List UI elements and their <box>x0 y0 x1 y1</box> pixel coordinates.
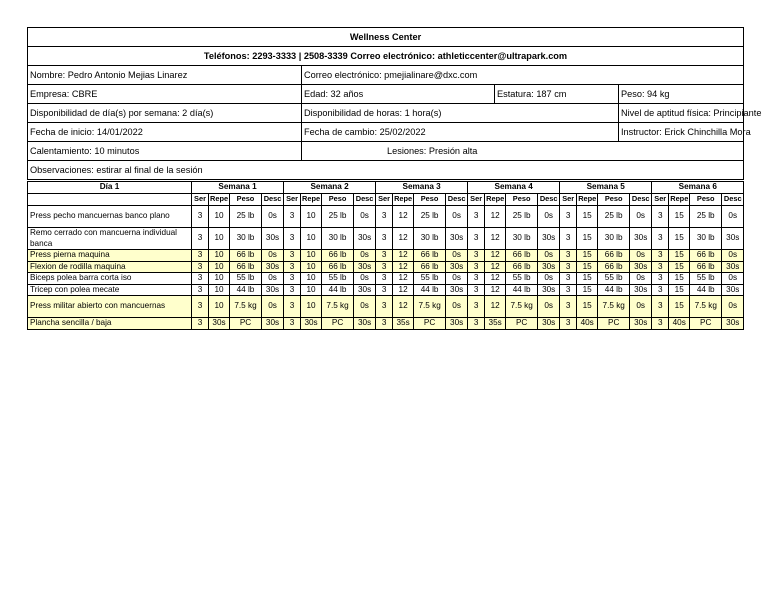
week-header: Semana 1 <box>192 182 284 194</box>
cell-repe: 15 <box>577 273 598 285</box>
exercise-name: Press militar abierto con mancuernas <box>28 296 192 318</box>
exercise-row <box>28 228 744 250</box>
cell-desc: 30s <box>722 261 744 273</box>
injuries-text: Lesiones: Presión alta <box>387 146 478 156</box>
client-height: Estatura: 187 cm <box>495 85 619 104</box>
subheader-peso: Peso <box>322 194 354 206</box>
cell-peso: 66 lb <box>322 250 354 262</box>
cell-ser: 3 <box>560 284 577 296</box>
warmup: Calentamiento: 10 minutos <box>28 142 302 161</box>
exercise-row <box>28 250 744 262</box>
cell-peso: 7.5 kg <box>322 296 354 318</box>
cell-ser: 3 <box>468 296 485 318</box>
subheader-repe: Repe <box>485 194 506 206</box>
exercise-name: Press pecho mancuernas banco plano <box>28 206 192 228</box>
cell-desc: 30s <box>538 284 560 296</box>
cell-peso: 25 lb <box>690 206 722 228</box>
week-header: Semana 6 <box>652 182 744 194</box>
cell-ser: 3 <box>468 273 485 285</box>
cell-peso: 25 lb <box>414 206 446 228</box>
day-header: Día 1 <box>28 182 192 194</box>
subheader-ser: Ser <box>468 194 485 206</box>
cell-repe: 15 <box>669 250 690 262</box>
cell-peso: PC <box>506 318 538 330</box>
cell-peso: 30 lb <box>414 228 446 250</box>
cell-repe: 10 <box>301 261 322 273</box>
cell-repe: 10 <box>301 250 322 262</box>
exercise-name: Flexion de rodilla maquina <box>28 261 192 273</box>
cell-peso: PC <box>690 318 722 330</box>
fitness-level: Nivel de aptitud física: Principiante <box>619 104 744 123</box>
subheader-desc: Desc <box>354 194 376 206</box>
subheader-repe: Repe <box>577 194 598 206</box>
cell-peso: 66 lb <box>414 250 446 262</box>
cell-desc: 30s <box>446 261 468 273</box>
cell-desc: 30s <box>722 284 744 296</box>
week-header: Semana 3 <box>376 182 468 194</box>
cell-desc: 0s <box>446 296 468 318</box>
subheader-ser: Ser <box>560 194 577 206</box>
cell-peso: 66 lb <box>598 261 630 273</box>
cell-ser: 3 <box>376 318 393 330</box>
cell-peso: 44 lb <box>322 284 354 296</box>
cell-desc: 30s <box>446 318 468 330</box>
cell-peso: 44 lb <box>414 284 446 296</box>
cell-peso: 7.5 kg <box>230 296 262 318</box>
cell-desc: 0s <box>630 206 652 228</box>
client-company: Empresa: CBRE <box>28 85 302 104</box>
exercise-name: Plancha sencilla / baja <box>28 318 192 330</box>
week-header: Semana 2 <box>284 182 376 194</box>
cell-desc: 30s <box>630 228 652 250</box>
cell-desc: 0s <box>722 273 744 285</box>
cell-desc: 0s <box>630 296 652 318</box>
week-header: Semana 5 <box>560 182 652 194</box>
days-availability: Disponibilidad de día(s) por semana: 2 día(s) <box>28 104 302 123</box>
cell-desc: 0s <box>538 250 560 262</box>
cell-ser: 3 <box>376 206 393 228</box>
cell-repe: 12 <box>485 273 506 285</box>
cell-peso: 30 lb <box>230 228 262 250</box>
exercise-row <box>28 273 744 285</box>
cell-desc: 30s <box>262 228 284 250</box>
cell-ser: 3 <box>652 296 669 318</box>
cell-repe: 35s <box>485 318 506 330</box>
cell-ser: 3 <box>192 296 209 318</box>
cell-peso: 44 lb <box>506 284 538 296</box>
cell-repe: 15 <box>669 261 690 273</box>
cell-ser: 3 <box>192 228 209 250</box>
cell-peso: 55 lb <box>322 273 354 285</box>
cell-peso: PC <box>230 318 262 330</box>
cell-ser: 3 <box>284 273 301 285</box>
cell-repe: 35s <box>393 318 414 330</box>
cell-repe: 10 <box>301 206 322 228</box>
cell-ser: 3 <box>652 261 669 273</box>
subheader-peso: Peso <box>506 194 538 206</box>
cell-ser: 3 <box>284 261 301 273</box>
cell-desc: 0s <box>262 250 284 262</box>
cell-desc: 0s <box>722 250 744 262</box>
cell-peso: 25 lb <box>598 206 630 228</box>
cell-desc: 0s <box>538 296 560 318</box>
cell-repe: 12 <box>393 261 414 273</box>
subheader-desc: Desc <box>446 194 468 206</box>
cell-desc: 30s <box>262 284 284 296</box>
cell-desc: 0s <box>446 250 468 262</box>
cell-peso: PC <box>322 318 354 330</box>
client-age: Edad: 32 años <box>302 85 495 104</box>
cell-desc: 30s <box>538 228 560 250</box>
cell-desc: 0s <box>262 273 284 285</box>
cell-desc: 0s <box>722 296 744 318</box>
cell-ser: 3 <box>284 318 301 330</box>
subheader-desc: Desc <box>262 194 284 206</box>
cell-peso: 55 lb <box>414 273 446 285</box>
cell-peso: 25 lb <box>230 206 262 228</box>
cell-peso: 66 lb <box>690 250 722 262</box>
cell-repe: 10 <box>209 284 230 296</box>
cell-repe: 12 <box>393 206 414 228</box>
cell-peso: 66 lb <box>690 261 722 273</box>
cell-ser: 3 <box>192 206 209 228</box>
cell-repe: 15 <box>577 296 598 318</box>
cell-repe: 10 <box>209 261 230 273</box>
cell-repe: 15 <box>577 284 598 296</box>
subheader-peso: Peso <box>690 194 722 206</box>
cell-repe: 10 <box>209 296 230 318</box>
cell-peso: 66 lb <box>598 250 630 262</box>
cell-ser: 3 <box>468 284 485 296</box>
cell-ser: 3 <box>468 250 485 262</box>
cell-ser: 3 <box>468 318 485 330</box>
cell-ser: 3 <box>468 228 485 250</box>
cell-repe: 15 <box>669 284 690 296</box>
cell-repe: 15 <box>577 228 598 250</box>
client-info-table <box>27 27 762 180</box>
cell-desc: 0s <box>630 250 652 262</box>
cell-ser: 3 <box>376 261 393 273</box>
hours-availability: Disponibilidad de horas: 1 hora(s) <box>302 104 619 123</box>
cell-peso: 44 lb <box>690 284 722 296</box>
cell-peso: 30 lb <box>322 228 354 250</box>
cell-desc: 0s <box>354 206 376 228</box>
cell-repe: 10 <box>209 228 230 250</box>
cell-peso: 66 lb <box>414 261 446 273</box>
cell-peso: 66 lb <box>322 261 354 273</box>
cell-desc: 30s <box>538 261 560 273</box>
cell-ser: 3 <box>652 284 669 296</box>
cell-repe: 30s <box>209 318 230 330</box>
cell-ser: 3 <box>192 273 209 285</box>
cell-ser: 3 <box>376 284 393 296</box>
cell-repe: 40s <box>577 318 598 330</box>
exercise-row <box>28 206 744 228</box>
cell-desc: 30s <box>538 318 560 330</box>
cell-ser: 3 <box>284 206 301 228</box>
cell-ser: 3 <box>652 318 669 330</box>
injuries <box>302 142 744 161</box>
subheader-desc: Desc <box>538 194 560 206</box>
cell-ser: 3 <box>560 250 577 262</box>
cell-peso: 25 lb <box>322 206 354 228</box>
cell-desc: 0s <box>446 206 468 228</box>
cell-ser: 3 <box>652 250 669 262</box>
cell-desc: 0s <box>630 273 652 285</box>
cell-peso: 30 lb <box>506 228 538 250</box>
cell-repe: 30s <box>301 318 322 330</box>
cell-repe: 12 <box>485 228 506 250</box>
cell-repe: 12 <box>485 261 506 273</box>
cell-repe: 10 <box>301 284 322 296</box>
cell-ser: 3 <box>468 206 485 228</box>
cell-peso: 7.5 kg <box>414 296 446 318</box>
cell-repe: 15 <box>669 273 690 285</box>
cell-ser: 3 <box>652 206 669 228</box>
subheader-desc: Desc <box>722 194 744 206</box>
cell-ser: 3 <box>560 206 577 228</box>
cell-desc: 0s <box>354 296 376 318</box>
cell-repe: 15 <box>669 228 690 250</box>
cell-desc: 30s <box>630 318 652 330</box>
client-email: Correo electrónico: pmejialinare@dxc.com <box>302 66 744 85</box>
exercise-row <box>28 318 744 330</box>
cell-desc: 30s <box>354 318 376 330</box>
cell-repe: 12 <box>393 296 414 318</box>
cell-ser: 3 <box>284 250 301 262</box>
cell-ser: 3 <box>284 284 301 296</box>
cell-peso: 7.5 kg <box>690 296 722 318</box>
cell-peso: 44 lb <box>230 284 262 296</box>
exercise-name: Biceps polea barra corta iso <box>28 273 192 285</box>
cell-peso: 55 lb <box>690 273 722 285</box>
cell-desc: 0s <box>722 206 744 228</box>
cell-repe: 10 <box>301 228 322 250</box>
cell-peso: 7.5 kg <box>506 296 538 318</box>
cell-repe: 15 <box>577 206 598 228</box>
cell-desc: 0s <box>538 273 560 285</box>
subheader-ser: Ser <box>376 194 393 206</box>
cell-peso: 44 lb <box>598 284 630 296</box>
cell-desc: 30s <box>262 261 284 273</box>
cell-ser: 3 <box>192 284 209 296</box>
cell-desc: 0s <box>538 206 560 228</box>
cell-repe: 15 <box>669 296 690 318</box>
cell-repe: 15 <box>669 206 690 228</box>
cell-desc: 30s <box>354 228 376 250</box>
cell-ser: 3 <box>376 273 393 285</box>
cell-peso: PC <box>598 318 630 330</box>
cell-repe: 12 <box>393 250 414 262</box>
exercise-name: Remo cerrado con mancuerna individual banca <box>28 228 192 250</box>
cell-repe: 12 <box>393 273 414 285</box>
subheader-peso: Peso <box>230 194 262 206</box>
workout-plan-table <box>27 181 744 330</box>
cell-desc: 0s <box>262 296 284 318</box>
cell-ser: 3 <box>560 273 577 285</box>
cell-peso: 66 lb <box>230 261 262 273</box>
cell-desc: 30s <box>722 228 744 250</box>
center-title: Wellness Center <box>28 28 744 47</box>
cell-repe: 10 <box>209 206 230 228</box>
cell-desc: 30s <box>630 261 652 273</box>
cell-peso: 66 lb <box>506 261 538 273</box>
cell-repe: 10 <box>209 250 230 262</box>
cell-repe: 12 <box>393 228 414 250</box>
exercise-column-header <box>28 194 192 206</box>
cell-ser: 3 <box>560 228 577 250</box>
cell-ser: 3 <box>560 318 577 330</box>
cell-repe: 40s <box>669 318 690 330</box>
cell-repe: 15 <box>577 250 598 262</box>
cell-ser: 3 <box>192 250 209 262</box>
cell-ser: 3 <box>468 261 485 273</box>
change-date: Fecha de cambio: 25/02/2022 <box>302 123 619 142</box>
cell-repe: 12 <box>485 250 506 262</box>
week-header: Semana 4 <box>468 182 560 194</box>
exercise-row <box>28 296 744 318</box>
cell-desc: 30s <box>722 318 744 330</box>
cell-ser: 3 <box>652 273 669 285</box>
cell-repe: 12 <box>485 284 506 296</box>
subheader-desc: Desc <box>630 194 652 206</box>
cell-repe: 10 <box>301 273 322 285</box>
cell-desc: 0s <box>354 273 376 285</box>
cell-repe: 10 <box>209 273 230 285</box>
cell-ser: 3 <box>192 318 209 330</box>
exercise-row <box>28 261 744 273</box>
subheader-ser: Ser <box>652 194 669 206</box>
cell-desc: 30s <box>262 318 284 330</box>
cell-desc: 30s <box>354 261 376 273</box>
cell-peso: 25 lb <box>506 206 538 228</box>
subheader-peso: Peso <box>598 194 630 206</box>
cell-desc: 30s <box>446 228 468 250</box>
cell-repe: 12 <box>485 296 506 318</box>
cell-ser: 3 <box>560 296 577 318</box>
client-name: Nombre: Pedro Antonio Mejias Linarez <box>28 66 302 85</box>
exercise-row <box>28 284 744 296</box>
cell-repe: 12 <box>485 206 506 228</box>
subheader-repe: Repe <box>393 194 414 206</box>
cell-peso: 66 lb <box>506 250 538 262</box>
contact-line: Teléfonos: 2293-3333 | 2508-3339 Correo electrónico: athleticcenter@ultrapark.com <box>28 47 744 66</box>
cell-desc: 0s <box>262 206 284 228</box>
cell-repe: 15 <box>577 261 598 273</box>
cell-peso: 30 lb <box>690 228 722 250</box>
cell-desc: 30s <box>446 284 468 296</box>
subheader-ser: Ser <box>192 194 209 206</box>
exercise-name: Press pierna maquina <box>28 250 192 262</box>
start-date: Fecha de inicio: 14/01/2022 <box>28 123 302 142</box>
cell-desc: 0s <box>354 250 376 262</box>
subheader-repe: Repe <box>209 194 230 206</box>
cell-peso: 55 lb <box>506 273 538 285</box>
cell-desc: 30s <box>630 284 652 296</box>
cell-ser: 3 <box>560 261 577 273</box>
instructor: Instructor: Erick Chinchilla Mora <box>619 123 744 142</box>
subheader-peso: Peso <box>414 194 446 206</box>
cell-ser: 3 <box>652 228 669 250</box>
cell-desc: 0s <box>446 273 468 285</box>
exercise-name: Tricep con polea mecate <box>28 284 192 296</box>
subheader-ser: Ser <box>284 194 301 206</box>
cell-ser: 3 <box>376 296 393 318</box>
cell-ser: 3 <box>376 250 393 262</box>
cell-peso: PC <box>414 318 446 330</box>
cell-peso: 55 lb <box>230 273 262 285</box>
cell-ser: 3 <box>284 228 301 250</box>
cell-ser: 3 <box>192 261 209 273</box>
cell-desc: 30s <box>354 284 376 296</box>
cell-repe: 10 <box>301 296 322 318</box>
cell-ser: 3 <box>284 296 301 318</box>
cell-ser: 3 <box>376 228 393 250</box>
subheader-repe: Repe <box>301 194 322 206</box>
cell-peso: 7.5 kg <box>598 296 630 318</box>
subheader-repe: Repe <box>669 194 690 206</box>
cell-peso: 66 lb <box>230 250 262 262</box>
client-weight: Peso: 94 kg <box>619 85 744 104</box>
cell-peso: 55 lb <box>598 273 630 285</box>
cell-repe: 12 <box>393 284 414 296</box>
cell-peso: 30 lb <box>598 228 630 250</box>
observations: Observaciones: estirar al final de la sesión <box>28 161 744 180</box>
